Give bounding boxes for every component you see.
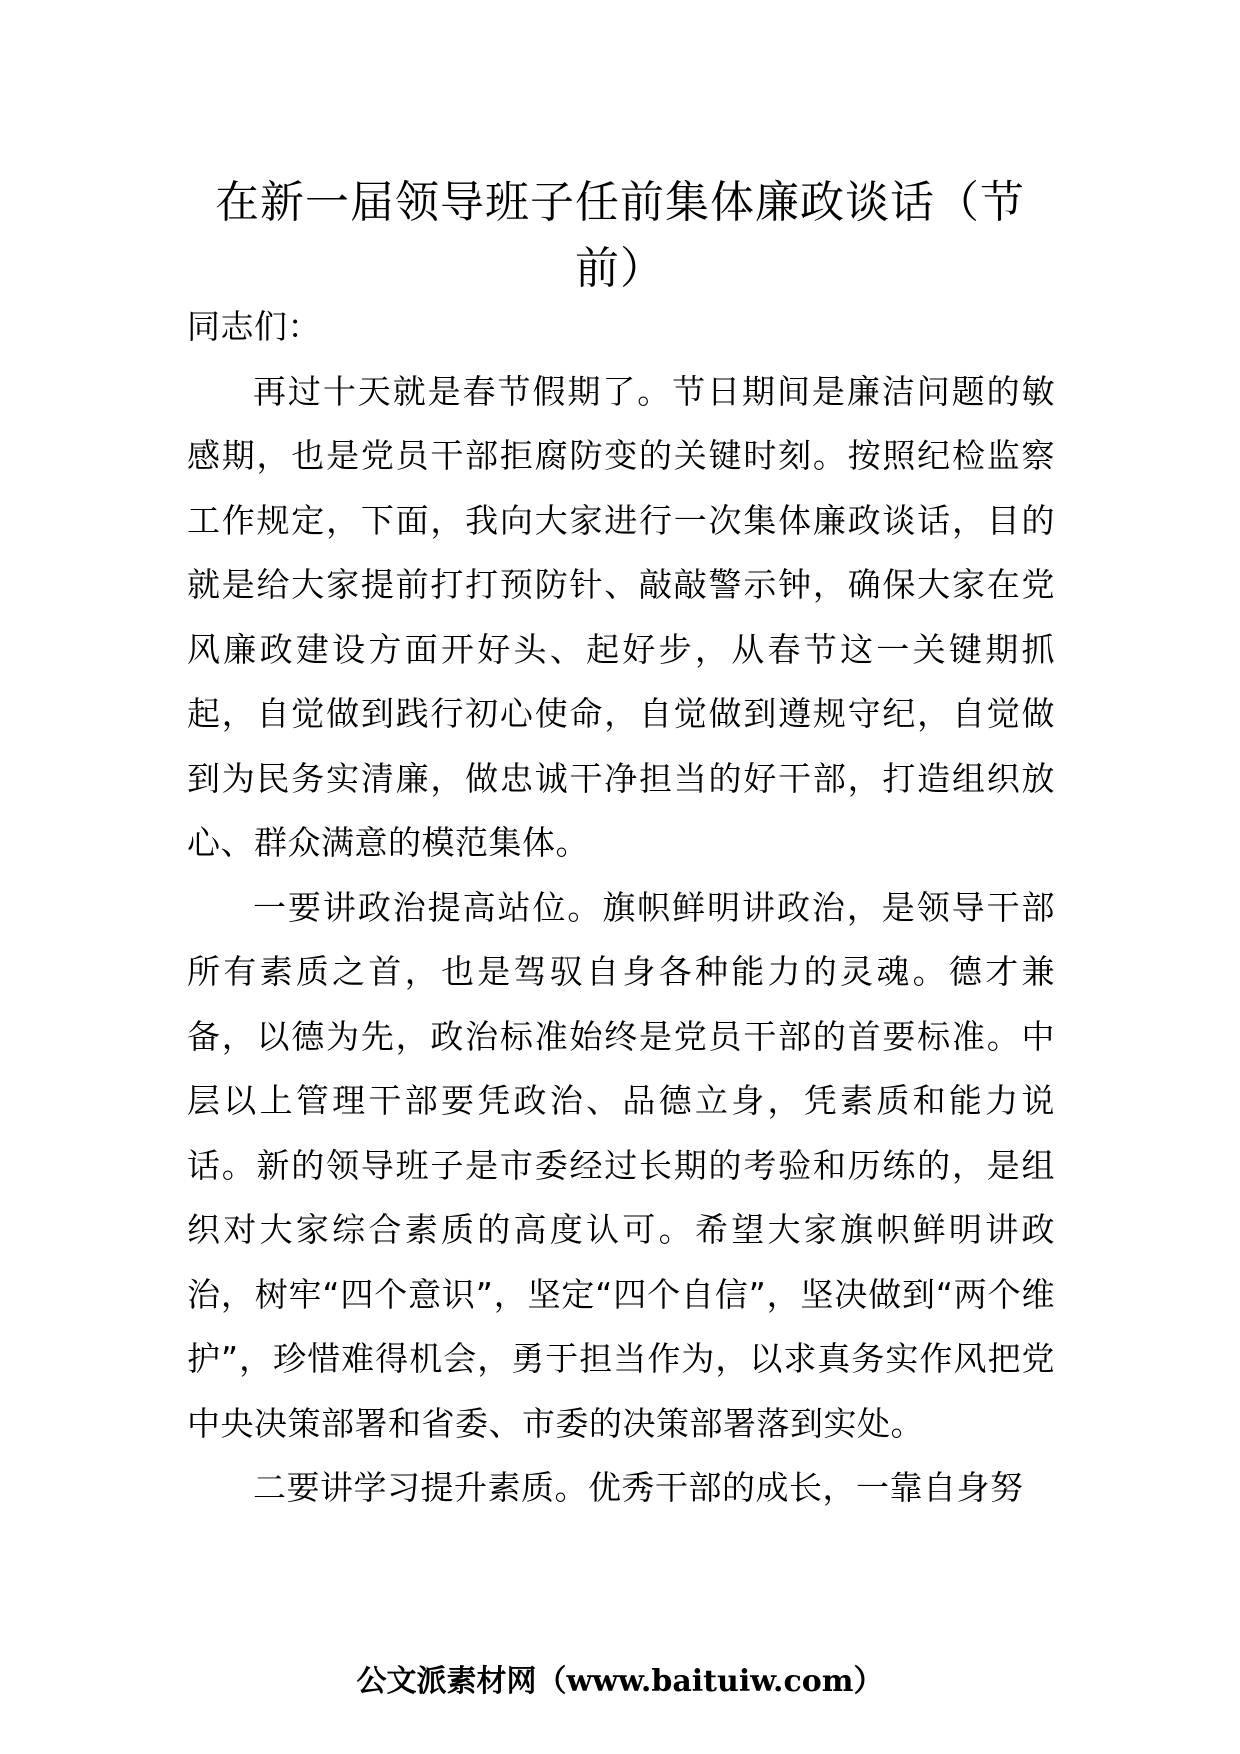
paragraph-1: 再过十天就是春节假期了。节日期间是廉洁问题的敏感期，也是党员干部拒腐防变的关键时刻。按照纪检监察工作规定，下面，我向大家进行一次集体廉政谈话，目的就是给大家提前打打预防针、敲敲警示钟，确保大家在党风廉政建设方面开好头、起好步，从春节这一关键期抓起，自觉做到践行初心使命，自觉做到遵规守纪，自觉做到为民务实清廉，做忠诚干净担当的好干部，打造组织放心、群众满意的模范集体。 <box>187 371 1055 862</box>
paragraph-2: 一要讲政治提高站位。旗帜鲜明讲政治，是领导干部所有素质之首，也是驾驭自身各种能力的灵魂。德才兼备，以德为先，政治标准始终是党员干部的首要标准。中层以上管理干部要凭政治、品德立身，凭素质和能力说话。新的领导班子是市委经过长期的考验和历练的，是组织对大家综合素质的高度认可。希望大家旗帜鲜明讲政治，树牢“四个意识”，坚定“四个自信”，坚决做到“两个维护”，珍惜难得机会，勇于担当作为，以求真务实作风把党中央决策部署和省委、市委的决策部署落到实处。 <box>187 887 1055 1443</box>
document-title: 在新一届领导班子任前集体廉政谈话（节前） <box>215 177 1025 294</box>
source-watermark: 公文派素材网（www.baituiw.com） <box>356 1664 884 1699</box>
salutation: 同志们： <box>187 307 321 346</box>
paragraph-3: 二要讲学习提升素质。优秀干部的成长，一靠自身努 <box>253 1468 1024 1507</box>
document-body <box>187 295 1055 1521</box>
